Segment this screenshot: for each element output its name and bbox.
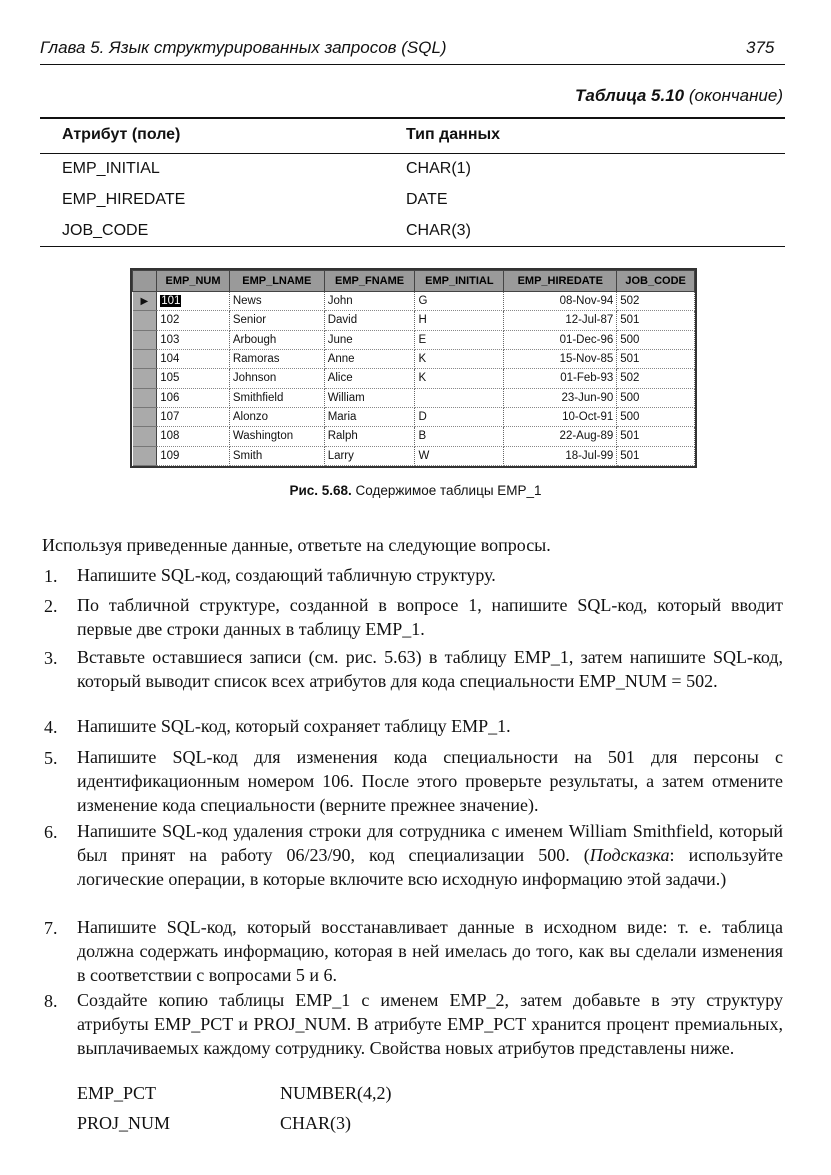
question-text: Напишите SQL-код, создающий табличную структуру. (77, 565, 496, 585)
attribute-type: CHAR(1) (406, 160, 471, 177)
grid-row[interactable] (133, 349, 695, 368)
grid-row[interactable] (133, 330, 695, 349)
table-caption-suffix: (окончание) (684, 86, 783, 105)
grid-cell-value: 01-Dec-96 (559, 333, 614, 346)
grid-cell[interactable] (415, 407, 504, 426)
grid-cell[interactable] (617, 427, 695, 446)
grid-cell-value: 502 (620, 295, 640, 308)
grid-cell-value: 502 (620, 372, 640, 385)
grid-row[interactable] (133, 427, 695, 446)
question-text (77, 819, 783, 891)
grid-cell-value: 105 (160, 372, 180, 385)
grid-cell-value: Larry (327, 449, 354, 462)
grid-cell[interactable] (229, 330, 324, 349)
figure-caption (0, 483, 831, 498)
grid-cell[interactable] (617, 369, 695, 388)
grid-column-header[interactable]: EMP_FNAME (324, 271, 415, 292)
row-selector[interactable] (133, 407, 157, 426)
grid-cell-value: 18-Jul-99 (565, 449, 614, 462)
grid-cell-value: 103 (160, 333, 180, 346)
question-text: По табличной структуре, созданной в вопросе 1, напишите SQL-код, который вводит первые две строки данных в таблицу EMP_1. (77, 595, 783, 639)
grid-cell[interactable] (415, 388, 504, 407)
grid-cell-value: G (418, 295, 428, 308)
grid-cell[interactable] (157, 349, 230, 368)
grid-cell[interactable] (324, 349, 415, 368)
attribute-name: JOB_CODE (62, 222, 149, 239)
question-text: Напишите SQL-код для изменения кода специальности на 501 для персоны с идентификационным номером 106. После этого проверьте результаты, а затем отмените изменение кода специальности (верните прежнее значение). (77, 747, 783, 815)
row-selector[interactable] (133, 330, 157, 349)
grid-cell[interactable] (157, 330, 230, 349)
grid-cell[interactable] (617, 388, 695, 407)
question-text: Напишите SQL-код, который сохраняет таблицу EMP_1. (77, 716, 511, 736)
new-attribute-name: EMP_PCT (77, 1083, 157, 1103)
grid-column-header[interactable]: JOB_CODE (617, 271, 695, 292)
grid-cell[interactable] (504, 292, 617, 311)
grid-cell[interactable] (415, 427, 504, 446)
question-text: Создайте копию таблицы EMP_1 с именем EMP_2, затем добавьте в эту структуру атрибуты EMP_PCT и PROJ_NUM. В атрибуте EMP_PCT хранится процент премиальных, выплачиваемых каждому сотруднику. Свойства новых атрибутов представлены ниже. (77, 990, 783, 1058)
table-header-rule (40, 153, 785, 154)
grid-cell-value: 500 (620, 411, 640, 424)
question-text: Напишите SQL-код, который восстанавливает данные в исходном виде: т. е. таблица должна содержать информацию, которая в ней имелась до того, как вы сделали изменения в соответствии с вопросами 5 и 6. (77, 917, 783, 985)
grid-cell-value: 500 (620, 333, 640, 346)
grid-column-header[interactable]: EMP_HIREDATE (504, 271, 617, 292)
question-text-part: : используйте логические операции, в которые включите всю исходную информацию этой задачи.) (77, 845, 783, 889)
grid-cell-value: 08-Nov-94 (559, 295, 614, 308)
grid-cell[interactable] (504, 330, 617, 349)
row-selector[interactable] (133, 427, 157, 446)
new-attribute-type: NUMBER(4,2) (280, 1083, 392, 1103)
grid-cell-value: 500 (620, 391, 640, 404)
grid-cell-value: 108 (160, 430, 180, 443)
grid-row[interactable] (133, 407, 695, 426)
grid-cell[interactable] (415, 292, 504, 311)
attribute-type: CHAR(3) (406, 222, 471, 239)
grid-cell[interactable] (415, 369, 504, 388)
question-number: 7. (44, 918, 58, 938)
table-bottom-rule (40, 246, 785, 247)
attribute-name: EMP_HIREDATE (62, 191, 186, 208)
new-attribute-type: CHAR(3) (280, 1113, 351, 1133)
grid-cell[interactable] (324, 388, 415, 407)
grid-cell[interactable] (157, 446, 230, 465)
grid-column-header[interactable]: EMP_LNAME (229, 271, 324, 292)
grid-cell[interactable] (229, 349, 324, 368)
grid-cell[interactable] (415, 330, 504, 349)
grid-cell[interactable] (504, 427, 617, 446)
grid-cell-value: E (418, 333, 427, 346)
row-selector[interactable] (133, 369, 157, 388)
grid-cell-value: 23-Jun-90 (561, 391, 614, 404)
row-selector[interactable] (133, 388, 157, 407)
grid-cell-value: 109 (160, 449, 180, 462)
intro-paragraph: Используя приведенные данные, ответьте на следующие вопросы. (42, 535, 551, 555)
current-record-icon[interactable]: ▶ (133, 292, 157, 311)
grid-cell[interactable] (157, 311, 230, 330)
emp1-datasheet (130, 268, 697, 468)
grid-cell[interactable] (617, 311, 695, 330)
grid-cell[interactable] (324, 311, 415, 330)
grid-cell-value: 501 (620, 353, 640, 366)
grid-cell[interactable] (324, 446, 415, 465)
grid-cell[interactable] (157, 292, 230, 311)
grid-cell-value: 12-Jul-87 (565, 314, 614, 327)
question-text: Вставьте оставшиеся записи (см. рис. 5.63) в таблицу EMP_1, затем напишите SQL-код, который выводит список всех атрибутов для кода специальности EMP_NUM = 502. (77, 647, 783, 691)
grid-cell[interactable] (229, 311, 324, 330)
grid-cell-value: Ralph (327, 430, 358, 443)
grid-cell[interactable] (617, 446, 695, 465)
question-number: 8. (44, 991, 58, 1011)
grid-cell[interactable] (504, 446, 617, 465)
hint-label: Подсказка (589, 845, 670, 865)
grid-cell-value: Smithfield (232, 391, 284, 404)
grid-cell[interactable] (324, 407, 415, 426)
grid-cell[interactable] (229, 446, 324, 465)
grid-row[interactable] (133, 369, 695, 388)
question-number: 2. (44, 596, 58, 616)
row-selector-header[interactable] (133, 271, 157, 292)
grid-cell-value: Ramoras (232, 353, 280, 366)
page-number: 375 (746, 38, 775, 57)
grid-cell-value: 501 (620, 449, 640, 462)
figure-caption-label: Рис. 5.68. (289, 483, 352, 498)
grid-cell[interactable] (504, 407, 617, 426)
grid-cell-value: Maria (327, 411, 357, 424)
grid-cell[interactable] (617, 407, 695, 426)
table-top-rule (40, 117, 785, 119)
grid-cell[interactable] (324, 330, 415, 349)
row-selector[interactable] (133, 446, 157, 465)
question-text-part: Напишите SQL-код удаления строки для сотрудника с именем William Smithfield, который был принят на работу 06/23/90, код специализации 500. ( (77, 821, 783, 865)
grid-cell-value: D (418, 411, 427, 424)
grid-cell-value: 107 (160, 411, 180, 424)
grid-column-header[interactable]: EMP_INITIAL (415, 271, 504, 292)
grid-row[interactable] (133, 311, 695, 330)
grid-cell-value: 106 (160, 391, 180, 404)
grid-column-header[interactable]: EMP_NUM (157, 271, 230, 292)
grid-cell[interactable] (617, 330, 695, 349)
grid-cell-value: 104 (160, 353, 180, 366)
grid-cell-value: William (327, 391, 365, 404)
grid-cell[interactable] (504, 388, 617, 407)
grid-cell-value: Anne (327, 353, 355, 366)
grid-row[interactable] (133, 446, 695, 465)
table-caption (575, 86, 783, 106)
grid-cell-value: 10-Oct-91 (562, 411, 614, 424)
grid-cell[interactable] (504, 349, 617, 368)
grid-cell[interactable] (617, 292, 695, 311)
new-attribute-name: PROJ_NUM (77, 1113, 171, 1133)
header-rule (40, 64, 785, 65)
row-selector[interactable] (133, 311, 157, 330)
grid-cell-value: Johnson (232, 372, 277, 385)
grid-row[interactable] (133, 388, 695, 407)
question-number: 5. (44, 748, 58, 768)
grid-cell-value: 501 (620, 314, 640, 327)
grid-cell[interactable] (504, 311, 617, 330)
column-header-type: Тип данных (406, 126, 501, 143)
grid-cell-value: 01-Feb-93 (560, 372, 614, 385)
grid-cell[interactable] (504, 369, 617, 388)
grid-cell-value: 102 (160, 314, 180, 327)
grid-cell[interactable] (229, 292, 324, 311)
grid-cell-value: Alice (327, 372, 353, 385)
grid-cell[interactable] (415, 446, 504, 465)
attribute-name: EMP_INITIAL (62, 160, 160, 177)
grid-cell[interactable] (157, 427, 230, 446)
grid-cell[interactable] (157, 369, 230, 388)
column-header-attribute: Атрибут (поле) (62, 126, 181, 143)
figure-caption-text: Содержимое таблицы EMP_1 (351, 483, 542, 498)
grid-cell-value: June (327, 333, 353, 346)
grid-cell-value: H (418, 314, 427, 327)
grid-cell[interactable] (324, 369, 415, 388)
grid-cell-value: K (418, 372, 427, 385)
grid-cell-value: David (327, 314, 358, 327)
grid-cell-value: W (418, 449, 430, 462)
grid-cell[interactable] (415, 349, 504, 368)
attribute-type: DATE (406, 191, 448, 208)
question-number: 1. (44, 566, 58, 586)
question-number: 4. (44, 717, 58, 737)
grid-cell-value: Smith (232, 449, 263, 462)
grid-cell[interactable] (415, 311, 504, 330)
grid-cell[interactable] (229, 369, 324, 388)
grid-cell-value: Arbough (232, 333, 277, 346)
grid-cell[interactable] (229, 407, 324, 426)
grid-cell[interactable] (157, 388, 230, 407)
grid-cell-value: Senior (232, 314, 267, 327)
grid-cell-value: Alonzo (232, 411, 269, 424)
grid-cell-value: 501 (620, 430, 640, 443)
chapter-title: Глава 5. Язык структурированных запросов (SQL) (40, 38, 447, 57)
grid-row[interactable] (133, 292, 695, 311)
grid-cell-value: 22-Aug-89 (559, 430, 614, 443)
row-selector[interactable] (133, 349, 157, 368)
grid-cell-value: 101 (161, 295, 181, 308)
table-caption-label: Таблица 5.10 (575, 86, 685, 105)
grid-cell-value: News (232, 295, 262, 308)
grid-cell[interactable] (229, 427, 324, 446)
grid-cell[interactable] (324, 427, 415, 446)
grid-cell[interactable] (617, 349, 695, 368)
question-number: 3. (44, 648, 58, 668)
question-number: 6. (44, 822, 58, 842)
grid-cell-value: K (418, 353, 427, 366)
grid-cell[interactable] (157, 407, 230, 426)
grid-cell-value: 15-Nov-85 (559, 353, 614, 366)
grid-cell[interactable] (229, 388, 324, 407)
grid-cell-value: John (327, 295, 353, 308)
grid-cell[interactable] (324, 292, 415, 311)
grid-cell-value: Washington (232, 430, 294, 443)
grid-cell-value: B (418, 430, 427, 443)
